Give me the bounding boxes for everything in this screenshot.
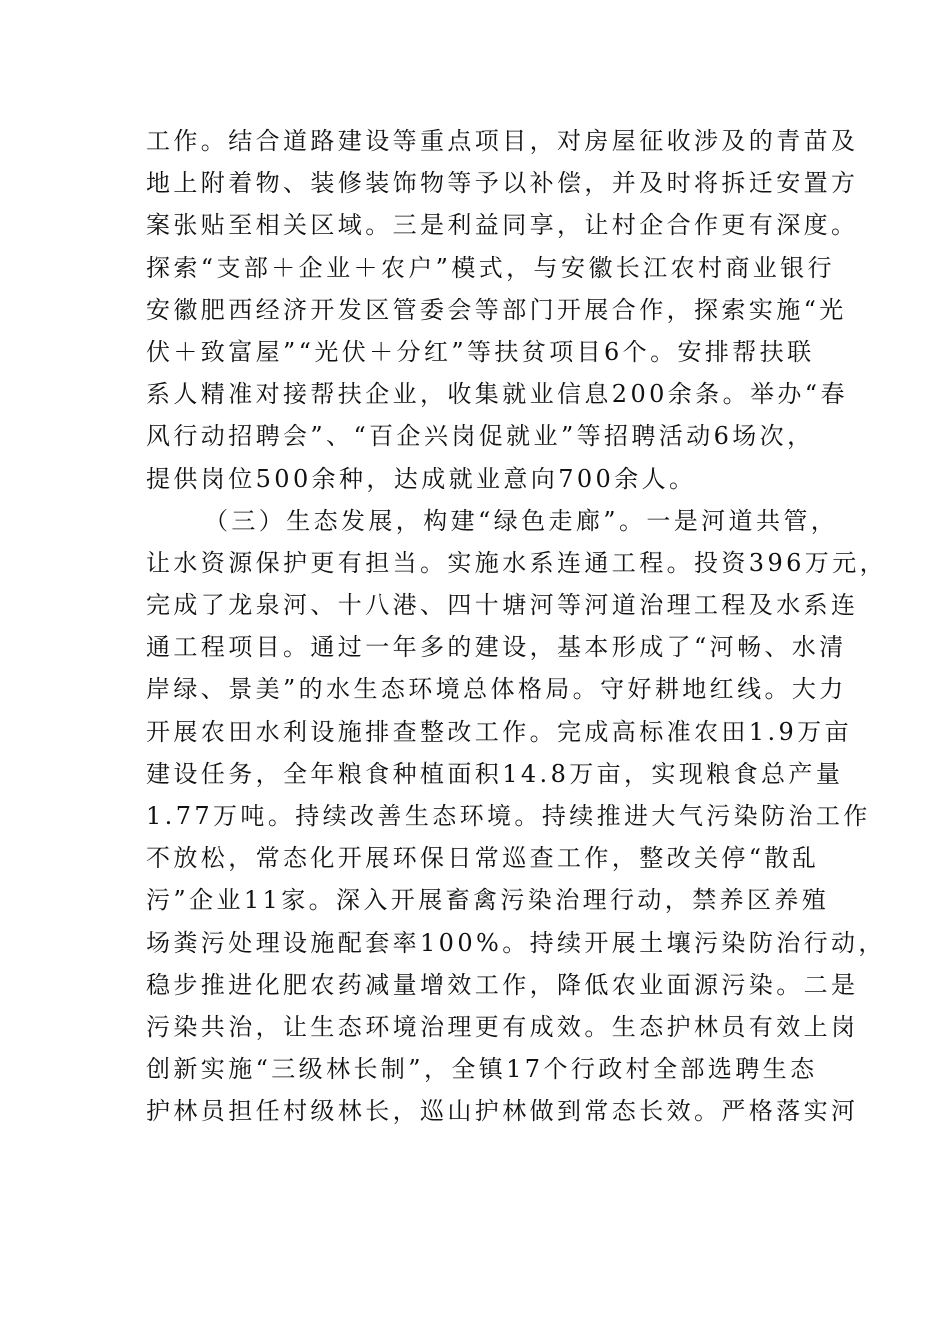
text-line: 稳步推进化肥农药减量增效工作，降低农业面源污染。二是 xyxy=(146,970,859,999)
text-line: 伏＋致富屋”“光伏＋分红”等扶贫项目6个。安排帮扶联 xyxy=(146,337,815,366)
text-line: 建设任务，全年粮食种植面积14.8万亩，实现粮食总产量 xyxy=(146,759,844,788)
text-line: 探索“支部＋企业＋农户”模式，与安徽长江农村商业银行 xyxy=(146,253,835,282)
text-line: 护林员担任村级林长，巡山护林做到常态长效。严格落实河 xyxy=(146,1097,859,1126)
text-line: 污”企业11家。深入开展畜禽污染治理行动，禁养区养殖 xyxy=(146,886,830,915)
text-line: 通工程项目。通过一年多的建设，基本形成了“河畅、水清 xyxy=(146,633,847,662)
text-line: 地上附着物、装修装饰物等予以补偿，并及时将拆迁安置方 xyxy=(146,169,859,198)
text-line: 工作。结合道路建设等重点项目，对房屋征收涉及的青苗及 xyxy=(146,127,859,155)
section-heading-line: （三）生态发展，构建“绿色走廊”。一是河道共管， xyxy=(204,506,839,535)
text-line: 不放松，常态化开展环保日常巡查工作，整改关停“散乱 xyxy=(146,844,820,873)
text-line: 完成了龙泉河、十八港、四十塘河等河道治理工程及水系连 xyxy=(146,591,859,620)
text-line: 1.77万吨。持续改善生态环境。持续推进大气污染防治工作 xyxy=(146,802,871,830)
text-line: 风行动招聘会”、“百企兴岗促就业”等招聘活动6场次， xyxy=(146,422,815,451)
text-line: 案张贴至相关区域。三是利益同享，让村企合作更有深度。 xyxy=(146,211,859,240)
text-line: 污染共治，让生态环境治理更有成效。生态护林员有效上岗 xyxy=(146,1012,859,1041)
text-line: 开展农田水利设施排查整改工作。完成高标准农田1.9万亩 xyxy=(146,717,852,746)
text-line: 提供岗位500余种，达成就业意向700余人。 xyxy=(146,464,697,493)
text-line: 岸绿、景美”的水生态环境总体格局。守好耕地红线。大力 xyxy=(146,675,847,704)
text-line: 让水资源保护更有担当。实施水系连通工程。投资396万元， xyxy=(146,548,888,577)
text-line: 安徽肥西经济开发区管委会等部门开展合作，探索实施“光 xyxy=(146,295,847,324)
text-line: 系人精准对接帮扶企业，收集就业信息200余条。举办“春 xyxy=(146,380,848,409)
text-line: 创新实施“三级林长制”，全镇17个行政村全部选聘生态 xyxy=(146,1055,818,1084)
body-text xyxy=(146,120,888,1133)
text-line: 场粪污处理设施配套率100%。持续开展土壤污染防治行动， xyxy=(146,928,886,957)
